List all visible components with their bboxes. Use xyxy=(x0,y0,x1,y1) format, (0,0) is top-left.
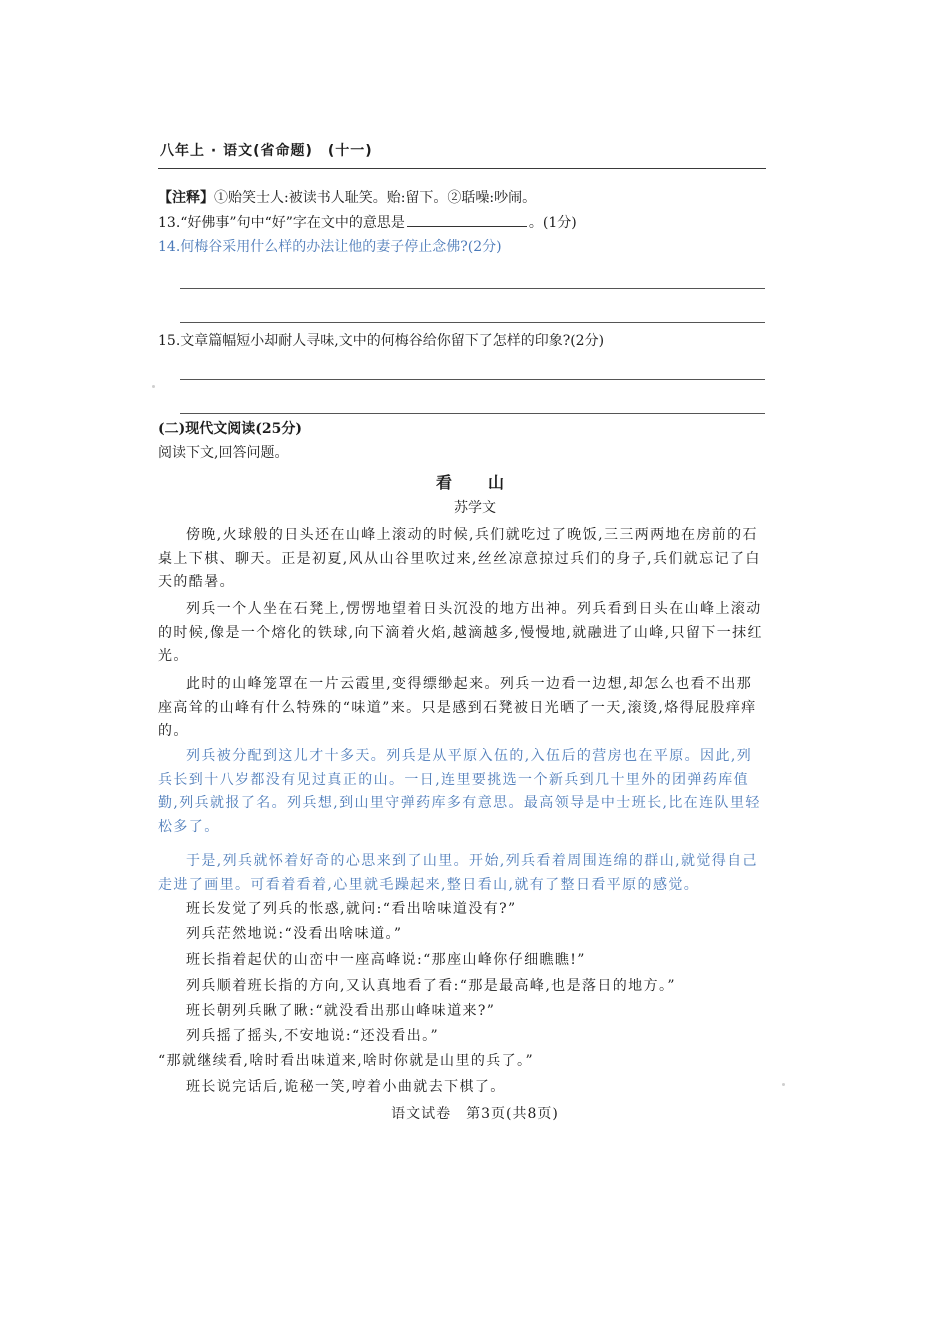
paragraph-13: 班长说完话后,诡秘一笑,哼着小曲就去下棋了。 xyxy=(186,1079,506,1095)
paragraph-4: 列兵被分配到这儿才十多天。列兵是从平原入伍的,入伍后的营房也在平原。因此,列兵长到十八岁都没有见过真正的山。一日,连里要挑选一个新兵到几十里外的团弹药库值勤,列兵就报了名。列兵想,到山里守弹药库多有意思。最高领导是中士班长,比在连队里轻松多了。 xyxy=(158,748,761,835)
paragraph-12: “那就继续看,啥时看出味道来,啥时你就是山里的兵了。” xyxy=(158,1053,535,1069)
paragraph-9: 列兵顺着班长指的方向,又认真地看了看:“那是最高峰,也是落日的地方。” xyxy=(186,978,676,994)
scan-speck xyxy=(782,1083,785,1086)
answer-line-14b[interactable] xyxy=(180,322,765,323)
question-13-score: 。(1分) xyxy=(528,215,577,231)
article-author: 苏学文 xyxy=(454,500,496,516)
answer-line-15a[interactable] xyxy=(180,379,765,380)
answer-line-15b[interactable] xyxy=(180,413,765,414)
section-heading: (二)现代文阅读(25分) xyxy=(158,421,302,437)
page-footer: 语文试卷 第3页(共8页) xyxy=(391,1106,559,1122)
paragraph-1: 傍晚,火球般的日头还在山峰上滚动的时候,兵们就吃过了晚饭,三三两两地在房前的石桌上下棋、聊天。正是初夏,风从山谷里吹过来,丝丝凉意掠过兵们的身子,兵们就忘记了白天的酷暑。 xyxy=(158,527,761,590)
paragraph-3: 此时的山峰笼罩在一片云霞里,变得缥缈起来。列兵一边看一边想,却怎么也看不出那座高耸的山峰有什么特殊的“味道”来。只是感到石凳被日光晒了一天,滚烫,烙得屁股痒痒的。 xyxy=(158,676,757,739)
question-13-text: 13.“好佛事”句中“好”字在文中的意思是 xyxy=(158,215,405,231)
paragraph-10: 班长朝列兵瞅了瞅:“就没看出那山峰味道来?” xyxy=(186,1003,496,1019)
question-15: 15.文章篇幅短小却耐人寻味,文中的何梅谷给你留下了怎样的印象?(2分) xyxy=(158,333,605,349)
page-header: 八年上 · 语文(省命题) (十一) xyxy=(160,143,373,159)
header-rule xyxy=(158,168,766,169)
notes-text: ①贻笑士人:被读书人耻笑。贻:留下。②聒噪:吵闹。 xyxy=(214,190,537,206)
paragraph-5: 于是,列兵就怀着好奇的心思来到了山里。开始,列兵看着周围连绵的群山,就觉得自己走进了画里。可看着看着,心里就毛躁起来,整日看山,就有了整日看平原的感觉。 xyxy=(158,853,758,893)
paragraph-2: 列兵一个人坐在石凳上,愣愣地望着日头沉没的地方出神。列兵看到日头在山峰上滚动的时候,像是一个熔化的铁球,向下滴着火焰,越滴越多,慢慢地,就融进了山峰,只留下一抹红光。 xyxy=(158,601,763,664)
question-13 xyxy=(158,212,577,232)
section-instruction: 阅读下文,回答问题。 xyxy=(158,445,289,461)
paragraph-8: 班长指着起伏的山峦中一座高峰说:“那座山峰你仔细瞧瞧!” xyxy=(186,952,586,968)
question-14: 14.何梅谷采用什么样的办法让他的妻子停止念佛?(2分) xyxy=(158,239,502,255)
answer-line-14a[interactable] xyxy=(180,288,765,289)
paragraph-6: 班长发觉了列兵的怅惑,就问:“看出啥味道没有?” xyxy=(186,901,517,917)
answer-blank-13[interactable] xyxy=(407,212,527,227)
notes-label: 【注释】 xyxy=(158,190,214,206)
notes-line xyxy=(158,187,536,207)
scan-speck xyxy=(152,385,155,388)
article-title: 看 山 xyxy=(435,473,514,492)
paragraph-7: 列兵茫然地说:“没看出啥味道。” xyxy=(186,926,403,942)
paragraph-11: 列兵摇了摇头,不安地说:“还没看出。” xyxy=(186,1028,440,1044)
